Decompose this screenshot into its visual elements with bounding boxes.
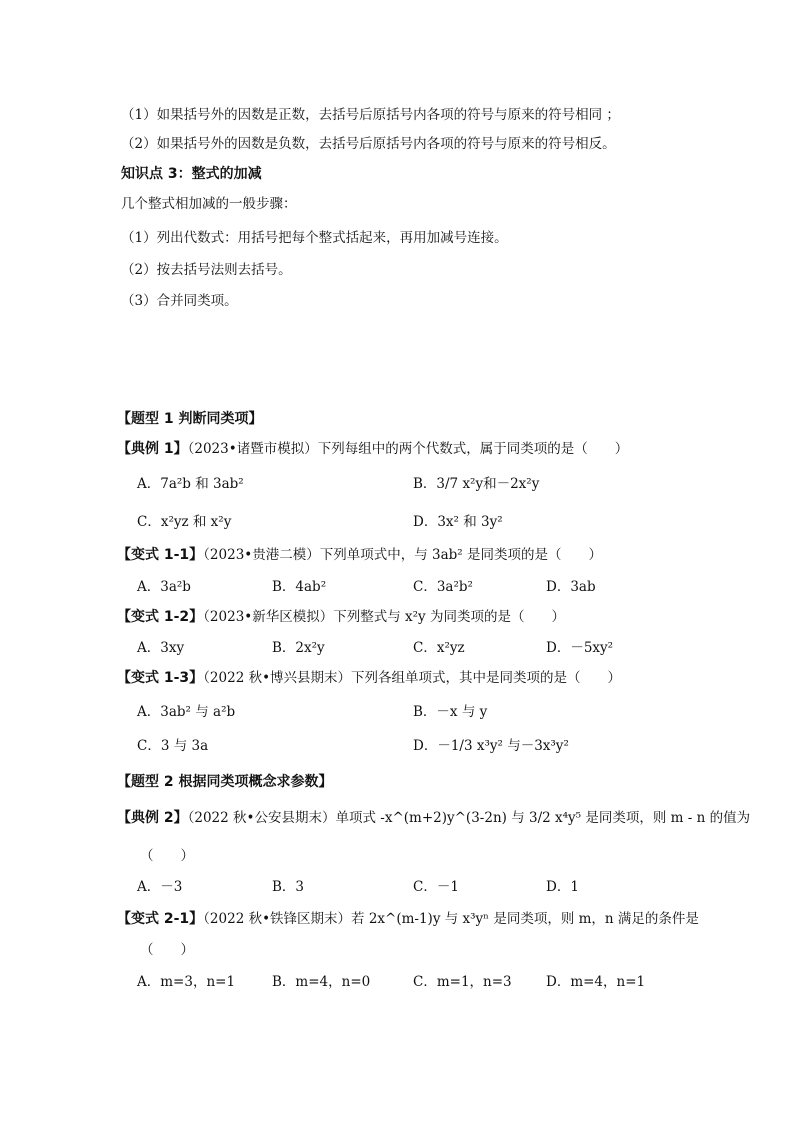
kp3-step-3: （3）合并同类项。 (121, 293, 238, 309)
example-2 (117, 808, 750, 828)
variant-1-3-option-c: C．3 与 3a (137, 738, 209, 754)
variant-1-3 (117, 668, 621, 688)
variant-1-1-option-d: D．3ab (546, 579, 596, 595)
variant-1-3-text: （2022 秋•博兴县期末）下列各组单项式，其中是同类项的是（ ） (203, 670, 622, 686)
variant-2-1 (117, 909, 699, 929)
example-2-option-b: B．3 (272, 879, 305, 895)
variant-1-2-option-b: B．2x²y (272, 640, 325, 656)
variant-2-1-paren: （ ） (140, 942, 194, 958)
kp3-title: 知识点 3：整式的加减 (121, 166, 262, 182)
variant-1-1-option-c: C．3a²b² (413, 579, 473, 595)
example-1-option-a: A．7a²b 和 3ab² (137, 476, 244, 492)
kp3-step-1: （1）列出代数式：用括号把每个整式括起来，再用加减号连接。 (121, 230, 508, 246)
variant-2-1-option-a: A．m=3，n=1 (137, 974, 236, 990)
variant-1-2-option-a: A．3xy (137, 640, 185, 656)
example-1-option-b: B．3/7 x²y和－2x²y (413, 476, 540, 492)
variant-1-2-text: （2023•新华区模拟）下列整式与 x²y 为同类项的是（ ） (203, 609, 565, 625)
variant-1-1-option-b: B．4ab² (272, 579, 327, 595)
example-2-option-a: A．－3 (137, 879, 183, 895)
variant-1-2-label: 【变式 1-2】 (117, 609, 204, 625)
variant-1-3-option-b: B．－x 与 y (413, 704, 488, 720)
variant-1-3-label: 【变式 1-3】 (117, 670, 204, 686)
variant-1-2-option-c: C．x²yz (413, 640, 465, 656)
type2-heading: 【题型 2 根据同类项概念求参数】 (117, 774, 333, 790)
example-2-text: （2022 秋•公安县期末）单项式 -x^(m+2)y^(3-2n) 与 3/2 x⁴y⁵ 是同类项，则 m - n 的值为 (187, 810, 751, 826)
variant-1-2 (117, 607, 565, 627)
example-2-option-d: D．1 (546, 879, 579, 895)
variant-2-1-option-b: B．m=4，n=0 (272, 974, 371, 990)
example-2-paren: （ ） (140, 848, 194, 864)
variant-2-1-label: 【变式 2-1】 (117, 911, 204, 927)
example-1-option-d: D．3x² 和 3y² (413, 514, 503, 530)
rule-2: （2）如果括号外的因数是负数，去括号后原括号内各项的符号与原来的符号相反。 (121, 136, 616, 152)
variant-1-1 (117, 545, 602, 565)
variant-2-1-option-c: C．m=1，n=3 (413, 974, 512, 990)
variant-1-1-text: （2023•贵港二模）下列单项式中，与 3ab² 是同类项的是（ ） (203, 547, 603, 563)
kp3-step-2: （2）按去括号法则去括号。 (121, 262, 292, 278)
variant-1-1-label: 【变式 1-1】 (117, 547, 204, 563)
variant-1-2-option-d: D．－5xy² (546, 640, 614, 656)
type1-heading: 【题型 1 判断同类项】 (117, 411, 263, 427)
variant-1-3-option-d: D．－1/3 x³y² 与－3x³y² (413, 738, 569, 754)
variant-2-1-text: （2022 秋•铁锋区期末）若 2x^(m-1)y 与 x³yⁿ 是同类项，则 m，n 满足的条件是 (203, 911, 699, 927)
variant-2-1-option-d: D．m=4，n=1 (546, 974, 646, 990)
variant-1-3-option-a: A．3ab² 与 a²b (137, 704, 236, 720)
example-1-option-c: C．x²yz 和 x²y (137, 514, 232, 530)
example-2-label: 【典例 2】 (117, 810, 188, 826)
kp3-intro: 几个整式相加减的一般步骤： (121, 196, 297, 212)
example-1 (117, 439, 628, 459)
example-1-text: （2023•诸暨市模拟）下列每组中的两个代数式，属于同类项的是（ ） (187, 441, 629, 457)
variant-1-1-option-a: A．3a²b (137, 579, 191, 595)
example-1-label: 【典例 1】 (117, 441, 188, 457)
rule-1: （1）如果括号外的因数是正数，去括号后原括号内各项的符号与原来的符号相同 ； (121, 107, 620, 123)
example-2-option-c: C．－1 (413, 879, 459, 895)
